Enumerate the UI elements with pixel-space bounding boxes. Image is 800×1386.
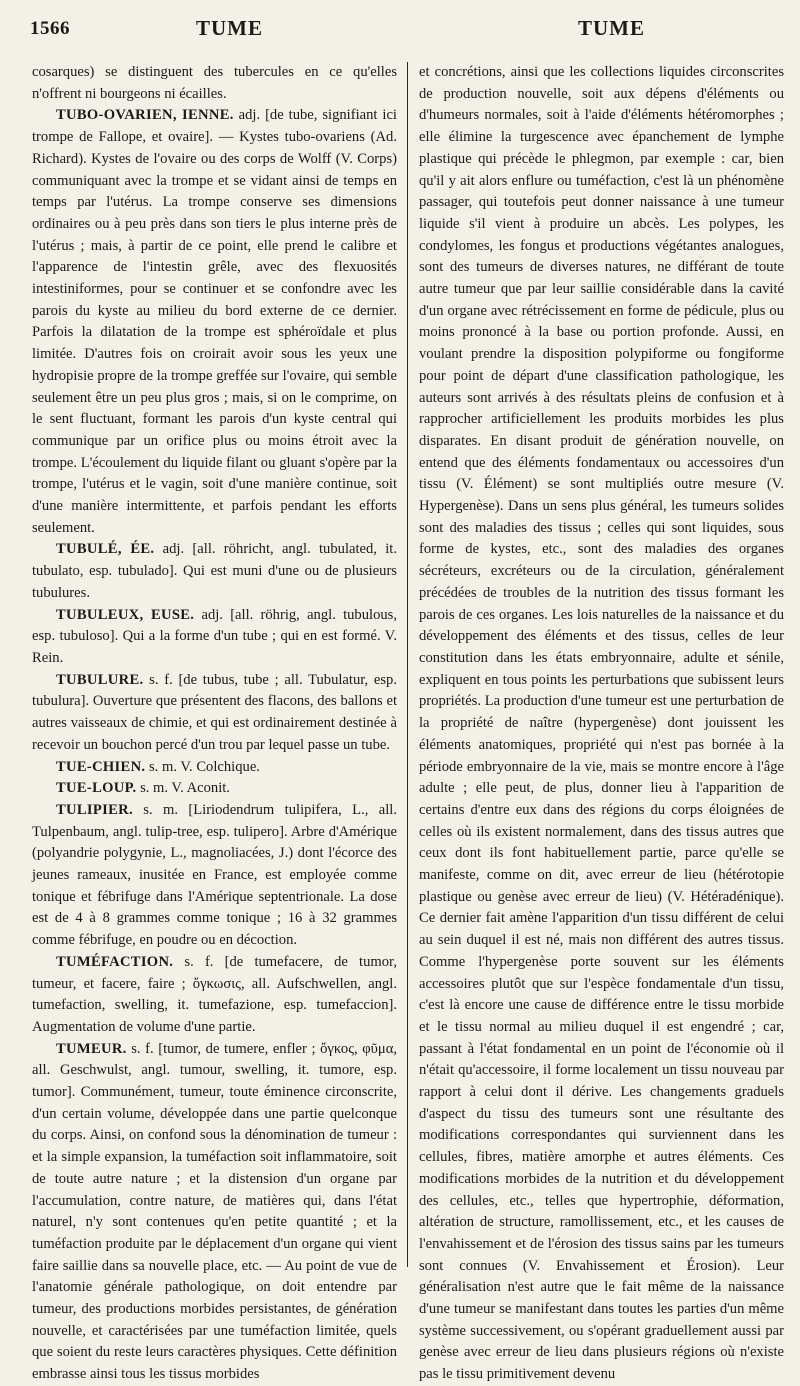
entry-body: s. f. [de tubus, tube ; all. Tubulatur, esp. tubulura]. Ouverture que présentent des flacons, des ballons et autres vaisseaux de chimie, et qui est ordinairement destinée à recevoir un bouchon percé d'un trou par lequel passe un tube. <box>32 671 397 753</box>
headword: TUMÉFACTION. <box>56 953 174 970</box>
entry-body: s. f. [tumor, de tumere, enfler ; ὄγκος, φῦμα, all. Geschwulst, angl. tumour, swelling, it. tumore, esp. tumor]. Communément, tumeur, toute éminence circonscrite, d'un certain volume, développée dans une partie quelconque du corps. Ainsi, on confond sous la dénomination de tumeur : et la simple expansion, la tuméfaction soit inflammatoire, soit de toute autre nature ; et la distension d'un organe par l'accumulation, contre nature, de matières qui, dans l'état naturel, n'y sont contenues qu'en petite quantité ; et la tuméfaction produite par le déplacement d'un organe qui vient faire saillie dans sa nouvelle place, etc. — Au point de vue de l'anatomie générale pathologique, on doit entendre par tumeur, des productions morbides persistantes, de génération nouvelle, et caractérisées par une tuméfaction limitée, quels que soient du reste leurs caractères physiques. Cette définition embrasse ainsi tous les tissus morbides <box>32 1040 397 1383</box>
headword: TUE-CHIEN. <box>56 758 146 775</box>
entry-tumeur <box>32 1039 397 1386</box>
headword: TUBO-OVARIEN, IENNE. <box>56 107 234 124</box>
entry-tubule <box>32 539 397 604</box>
column-divider <box>407 62 408 1267</box>
continued-paragraph: et concrétions, ainsi que les collections liquides circonscrites de production nouvelle, soit aux dépens d'éléments ou d'humeurs normales, soit à l'aide d'éléments hétéromorphes ; elle élimine la turgescence avec épanchement de lymphe plastique qui précède le phlegmon, par exemple : car, bien qu'il y ait alors enflure ou tuméfaction, c'est là un phénomène passager, qui toutefois peut donner naissance à une tumeur liquide s'il vient à produire un abcès. Les polypes, les condylomes, les fongus et productions végétantes analogues, sont des tumeurs de diverses natures, ne différant de toute autre tumeur que par leur saillie considérable dans la cavité d'un organe avec rétrécissement en forme de pédicule, plus ou moins prononcé à la base ou portion profonde. Aussi, en voulant prendre la disposition polypiforme ou fongiforme pour point de départ d'une classification pathologique, les auteurs sont arrivés à des résultats pleins de confusion et à rapprocher artificiellement les produits morbides les plus disparates. En disant produit de génération nouvelle, on entend que des éléments fondamentaux ou accessoires d'un tissu (V. Élément) se sont multipliés outre mesure (V. Hypergenèse). Dans un sens plus général, les tumeurs solides sont des maladies des tissus ; celles qui sont liquides, sous forme de kystes, etc., sont des maladies des organes sécréteurs, excréteurs ou de la circulation, généralement précédées de troubles de la nutrition des tissus formant les parois de ces organes. Les lois naturelles de la naissance et du développement des éléments et des tissus, celles de leur constitution dans les états embryonnaire, adulte et sénile, expliquent en tous points les perturbations que subissent leurs propriétés. La production d'une tumeur est une perturbation de la propriété de naître (hypergenèse) dont jouissent les éléments anatomiques, propriété qui n'est pas bornée à la période embryonnaire de la vie, mais se montre encore à l'âge adulte ; elle peut, de plus, donner lieu à l'apparition de certains d'entre eux dans des régions du corps éloignées de celles où ils existent normalement, dans des tissus autres que ceux dont ils font habituellement partie, parce qu'elle se manifeste, comme on dit, avec erreur de lieu (hétérotopie plastique ou genèse avec erreur de lieu) (V. Hétéradénique). Ce dernier fait amène l'apparition d'un tissu différent de celui au sein duquel il est né, mais non différent des autres tissus. Comme l'hypergenèse porte souvent sur les éléments accessoires plutôt que sur l'espèce fondamentale d'un tissu, c'est là encore une cause de différence entre le tissu morbide et le tissu normal au milieu duquel il est engendré ; car, passant à l'état fondamental en un point de l'économie où il n'était qu'accessoire, il forme localement un tissu nouveau par rapport à celui dont il dérive. Les changements graduels d'aspect du tissu des tumeurs sont une résultante des modifications correspondantes qui surviennent dans les cellules, fibres, matière amorphe et autres éléments. Ces modifications morbides de la nutrition et du développement des cellules, etc., telles que hypertrophie, déformation, altération de structure, ramollissement, etc., et les causes de l'envahissement et de l'érosion des tissus sains par les tumeurs sont connues (V. Envahissement et Érosion). Leur généralisation n'est autre que le fait même de la naissance d'une tumeur se manifestant dans toutes les parties d'un même système successivement, ou s'opérant graduellement aussi par genèse avec erreur de lieu dans plusieurs régions où n'existe pas le tissu primitivement devenu <box>419 64 784 1383</box>
entry-body: s. f. [de tumefacere, de tumor, tumeur, et facere, faire ; ὄγκωσις, all. Aufschwellen, angl. tumefaction, swelling, it. tumefazione, esp. tumefaccion]. Augmentation de volume d'une partie. <box>32 953 397 1035</box>
entry-body: s. m. V. Aconit. <box>136 780 230 797</box>
page-number: 1566 <box>30 18 70 39</box>
entry-body: adj. [all. röhricht, angl. tubulated, it. tubulato, esp. tubulado]. Qui est muni d'une ou de plusieurs tubulures. <box>32 541 397 601</box>
entry-tubulure <box>32 670 397 757</box>
headword: TUBULÉ, ÉE. <box>56 541 155 558</box>
entry-body: adj. [de tube, signifiant ici trompe de Fallope, et ovaire]. — Kystes tubo-ovariens (Ad. Richard). Kystes de l'ovaire ou des corps de Wolff (V. Corps) communiquant avec la trompe et se vidant ainsi de temps en temps par l'utérus. La trompe conserve ses dimensions ordinaires ou à peu près dans son tiers le plus interne près de l'utérus ; mais, à partir de ce point, elle prend le calibre et l'apparence de l'intestin grêle, avec des flexuosités intestiniformes, pour se continuer et se confondre avec les parois du kyste au milieu du bord externe de ce dernier. Parfois la dilatation de la trompe est sphéroïdale et plus limitée. D'autres fois on croirait avoir sous les yeux une hydropisie propre de la trompe greffée sur l'ovaire, qui semble seulement être un peu plus gros ; mais, si on le comprime, on le sent fluctuant, formant les parois d'un kyste central qui communique par un orifice plus ou moins étroit avec la trompe. L'écoulement du liquide filant ou gluant s'opère par la trompe, l'utérus et le vagin, soit d'une manière continue, soit d'une manière intermittente, et parfois pendant les efforts seulement. <box>32 107 397 536</box>
headword: TUBULEUX, EUSE. <box>56 606 195 623</box>
headword: TUE-LOUP. <box>56 780 137 797</box>
continued-paragraph: cosarques) se distinguent des tubercules en ce qu'elles n'offrent ni bourgeons ni écailles. <box>32 64 397 102</box>
entry-tue-chien <box>32 757 397 779</box>
entry-tumefaction <box>32 952 397 1039</box>
entry-tue-loup <box>32 778 397 800</box>
headword: TUBULURE. <box>56 671 144 688</box>
entry-tubuleux <box>32 605 397 670</box>
left-column <box>32 62 397 1383</box>
entry-tubo-ovarien <box>32 105 397 539</box>
entry-body: s. m. [Liriodendrum tulipifera, L., all. Tulpenbaum, angl. tulip-tree, esp. tulipero]. Arbre d'Amérique (polyandrie polygynie, L., magnoliacées, J.) dont l'écorce des jeunes rameaux, inusitée en France, est employée comme tonique et fébrifuge dans l'Amérique septentrionale. La dose est de 4 à 8 grammes comme tonique ; 16 à 32 grammes comme fébrifuge, en poudre ou en décoction. <box>32 801 397 949</box>
headword: TUMEUR. <box>56 1040 127 1057</box>
entry-body: adj. [all. röhrig, angl. tubulous, esp. tubuloso]. Qui a la forme d'un tube ; qui en est formé. V. Rein. <box>32 606 397 666</box>
running-head <box>0 14 800 44</box>
running-title-right: TUME <box>578 16 645 40</box>
entry-tulipier <box>32 800 397 952</box>
headword: TULIPIER. <box>56 801 133 818</box>
right-column <box>419 62 784 1383</box>
entry-body: s. m. V. Colchique. <box>145 758 260 775</box>
running-title-left: TUME <box>196 16 263 40</box>
